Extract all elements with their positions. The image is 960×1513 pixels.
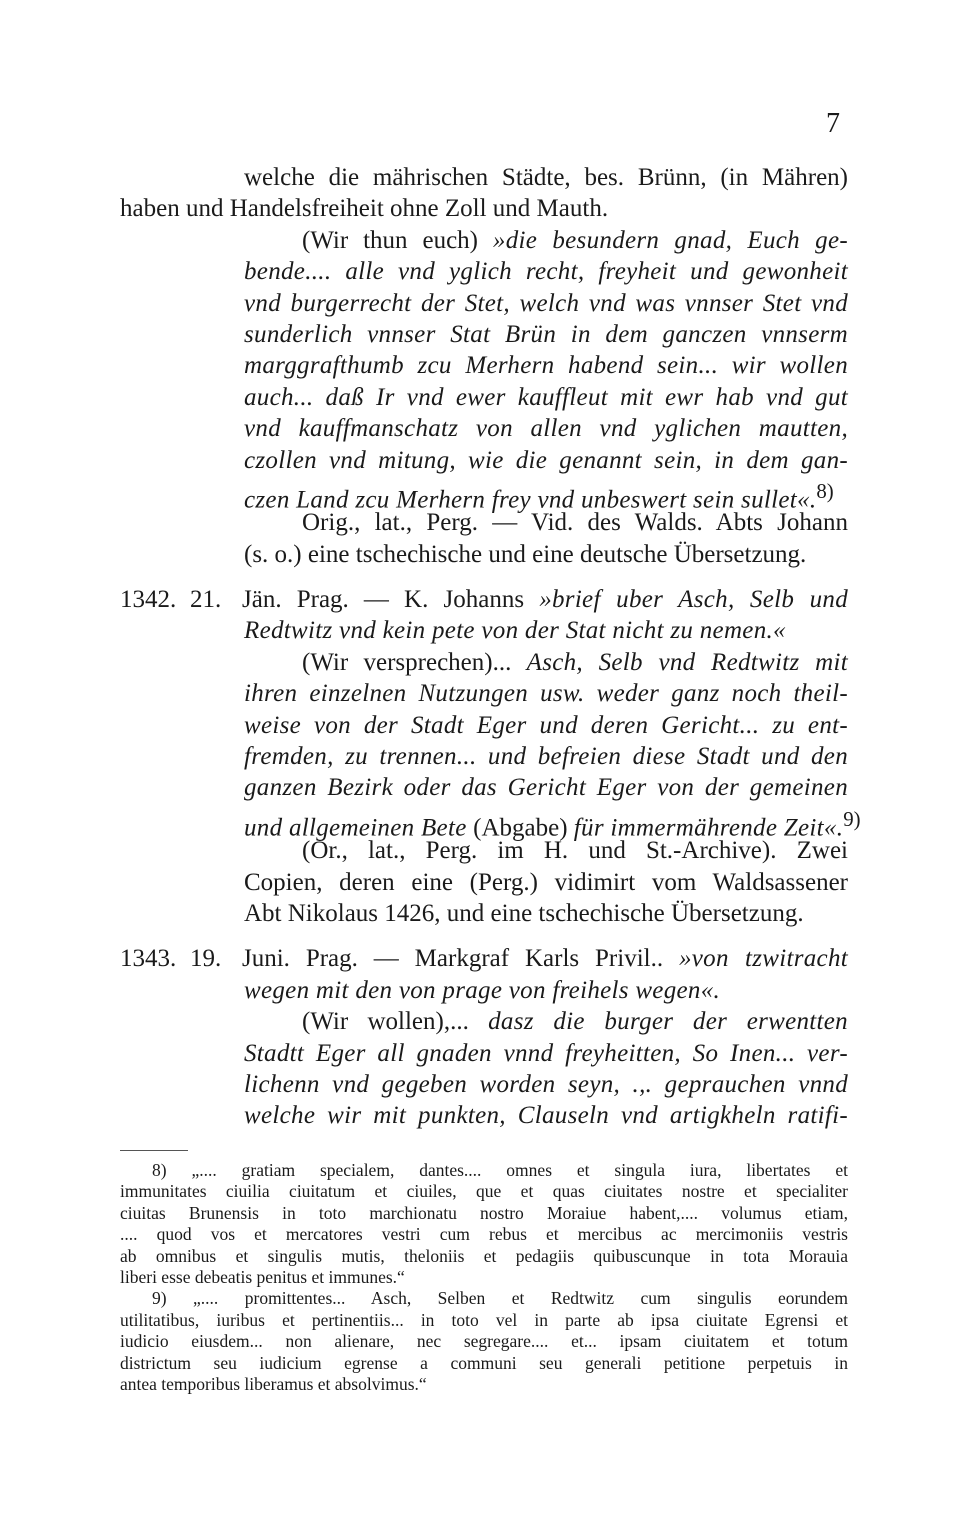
quote-text: welche wir mit punkten, Clauseln vnd artigkheln ratifi- [244,1102,848,1130]
spacer [120,929,848,943]
quote-text: »von tzwitracht [678,945,848,973]
quote-line [120,476,848,514]
quote-text: bende.... alle vnd yglich recht, freyheit und gewonheit [244,258,848,286]
quote-line [120,1069,848,1100]
quote-line [120,772,848,803]
quote-line [120,350,848,381]
footnote-8-line: 8) „.... gratiam specialem, dantes.... omnes et singula iura, libertates et [152,1160,848,1180]
quote-line [120,975,848,1006]
footnote-8-line: liberi esse debeatis penitus et immunes.“ [120,1266,405,1287]
footnote-8-line: .... quod vos et mercatores vestri cum rebus et mercibus ac mercimoniis vestris [120,1224,848,1245]
entry-day: 21. [190,586,222,614]
spacer [120,570,848,584]
quote-line [120,741,848,772]
text-span: (Abgabe) [473,814,574,842]
footnotes [120,1160,848,1395]
footnote-9-line: antea temporibus liberamus et absolvimus.“ [120,1373,427,1394]
footnote-rule [120,1150,188,1151]
footnote-9-line: iudicio eiusdem... non alienare, nec segregare.... et... ipsam ciuitatem et totum [120,1331,848,1352]
source-line: Abt Nikolaus 1426, und eine tschechische Übersetzung. [244,899,804,927]
quote-text: weise von der Stadt Eger und deren Gericht... zu ent- [244,711,848,739]
quote-line [120,710,848,741]
text-line [120,647,848,678]
entry-1343-heading [120,943,848,974]
quote-text: »brief uber Asch, Selb und [539,586,849,614]
quote-text: für immermährende Zeit«. [573,814,844,842]
quote-text: Redtwitz vnd kein pete von der Stat nicht zu nemen.« [244,617,786,645]
page-number: 7 [826,108,840,139]
quote-text: ganzen Bezirk oder das Gericht Eger von der gemeinen [244,774,848,802]
quote-line [120,319,848,350]
entry-day: 19. [190,945,222,973]
entry-year: 1342. [120,586,177,614]
quote-text: dasz die burger der erwentten [488,1008,848,1036]
source-line: Orig., lat., Perg. — Vid. des Walds. Abts Johann [302,509,848,537]
quote-text: wegen mit den von prage von freihels wegen«. [244,976,721,1004]
text-span: Juni. Prag. — Markgraf Karls Privil.. [242,945,679,973]
source-line: (Or., lat., Perg. im H. und St.-Archive). Zwei [302,837,848,865]
text-span: (Wir wollen),... [302,1008,489,1036]
quote-text: czollen vnd mitung, wie die genannt sein, in dem gan- [244,446,848,474]
quote-text: auch... daß Ir vnd ewer kauffleut mit ewr hab vnd gut [244,383,848,411]
text-span: (Wir thun euch) [302,226,493,254]
entry-heading-text [242,584,848,615]
quote-text: sunderlich vnnser Stat Brün in dem ganczen vnnserm [244,320,848,348]
entry-year: 1343. [120,945,177,973]
quote-line [120,382,848,413]
quote-text: czen Land zcu Merhern frey vnd unbeswert sein sullet«. [244,486,817,514]
quote-line [120,445,848,476]
quote-text: fremden, zu trennen... und befreien diese Stadt und den [244,743,848,771]
footnote-ref: 9) [843,806,861,831]
quote-text: »die besundern gnad, Euch ge- [492,226,848,254]
footnote-9-line: districtum seu iudicium egrense a communi seu generali petitione perpetuis in [120,1352,848,1373]
source-line: (s. o.) eine tschechische und eine deutsche Übersetzung. [244,540,807,568]
footnote-9-line: utilitatibus, iuribus et pertinentiis... in toto vel in parte ab ipsa ciuitate Egrensi et [120,1309,848,1330]
footnote-8-line: ciuitas Brunensis in toto marchionatu nostro Moraiue habent,.... volumus etiam, [120,1202,848,1223]
text-span: (Wir versprechen)... [302,648,527,676]
entry-1342-heading [120,584,848,615]
quote-text: lichenn vnd gegeben worden seyn, .,. geprauchen vnnd [244,1070,848,1098]
quote-text: Stadtt Eger all gnaden vnnd freyheitten, So Inen... ver- [244,1039,848,1067]
quote-line [120,413,848,444]
quote-line [120,256,848,287]
quote-line [120,288,848,319]
quote-text: marggrafthumb zcu Merhern habend sein... wir wollen [244,352,848,380]
entry-heading-text [242,943,848,974]
text-line [120,1006,848,1037]
text-line [120,225,848,256]
quote-text: und allgemeinen Bete [244,814,474,842]
quote-text: ihren einzelnen Nutzungen usw. weder ganz noch theil- [244,680,848,708]
text-line: welche die mährischen Städte, bes. Brünn, (in Mähren) [244,164,848,191]
quote-text: vnd kauffmanschatz von allen vnd yglichen mautten, [244,415,848,443]
footnote-8-line: immunitates ciuilia ciuitatum et ciuiles, que et quas ciuitates nostre et specialiter [120,1181,848,1202]
quote-line [120,1100,848,1131]
quote-line [120,615,848,646]
text-span: Jän. Prag. — K. Johanns [242,586,540,614]
quote-line [120,804,861,842]
quote-text: vnd burgerrecht der Stet, welch vnd was vnnser Stet vnd [244,289,848,317]
source-line: Copien, deren eine (Perg.) vidimirt vom Waldsassener [244,868,848,896]
quote-text: Asch, Selb vnd Redtwitz mit [526,648,848,676]
text-line: haben und Handelsfreiheit ohne Zoll und Mauth. [120,195,609,223]
body-text [120,162,861,1132]
quote-line [120,1038,848,1069]
footnote-ref: 8) [816,478,834,503]
footnote-9-line: 9) „.... promittentes... Asch, Selben et Redtwitz cum singulis eorundem [152,1288,848,1309]
quote-line [120,678,848,709]
footnote-8-line: ab omnibus et singulis mutis, theloniis et pedagiis quibuscunque in tota Morauia [120,1245,848,1266]
